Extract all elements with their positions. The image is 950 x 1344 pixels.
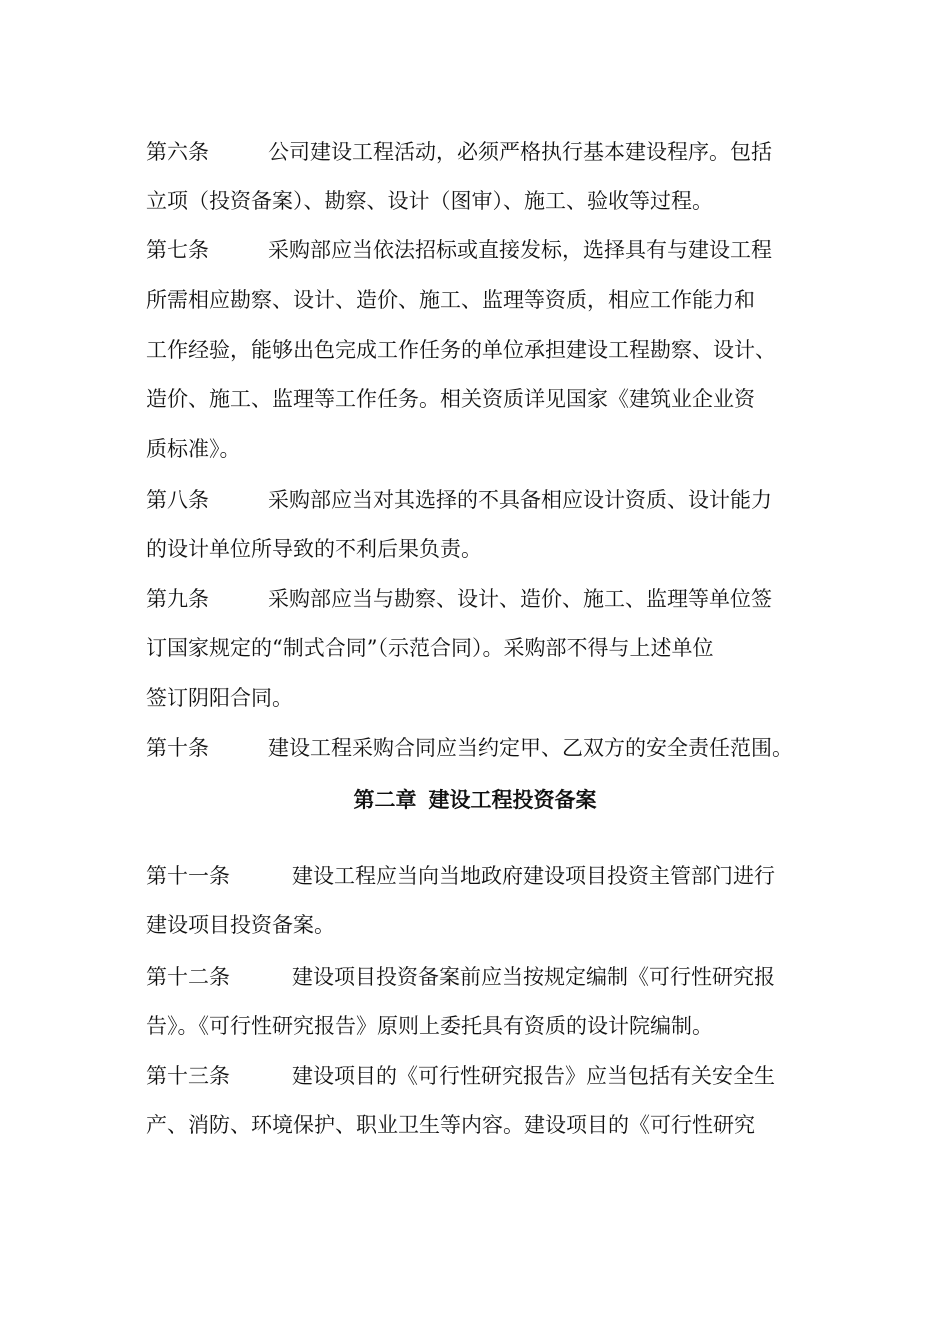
article-6-line-1 bbox=[146, 140, 772, 164]
article-12-line-1 bbox=[146, 965, 775, 989]
article-7-label: 第七条 bbox=[146, 238, 209, 262]
article-8-line-1 bbox=[146, 488, 772, 512]
article-6-line-2: 立项（投资备案）、勘察、设计（图审）、施工、验收等过程。 bbox=[146, 189, 713, 213]
article-9-text-1: 采购部应当与勘察、设计、造价、施工、监理等单位签 bbox=[268, 587, 772, 611]
article-8-text-1: 采购部应当对其选择的不具备相应设计资质、设计能力 bbox=[268, 488, 772, 512]
article-7-line-2: 所需相应勘察、设计、造价、施工、监理等资质，相应工作能力和 bbox=[146, 288, 755, 312]
article-6-text-1: 公司建设工程活动，必须严格执行基本建设程序。包括 bbox=[268, 140, 772, 164]
article-13-label: 第十三条 bbox=[146, 1064, 230, 1088]
article-6-label: 第六条 bbox=[146, 140, 209, 164]
article-11-text-1: 建设工程应当向当地政府建设项目投资主管部门进行 bbox=[292, 864, 775, 888]
chapter-heading bbox=[0, 788, 950, 812]
article-13-line-2: 产、消防、环境保护、职业卫生等内容。建设项目的《可行性研究 bbox=[146, 1113, 755, 1137]
article-12-line-2: 告》。《可行性研究报告》原则上委托具有资质的设计院编制。 bbox=[146, 1014, 713, 1038]
article-7-text-1: 采购部应当依法招标或直接发标，选择具有与建设工程 bbox=[268, 238, 772, 262]
article-13-line-1 bbox=[146, 1064, 775, 1088]
article-13-text-1: 建设项目的《可行性研究报告》应当包括有关安全生 bbox=[292, 1064, 775, 1088]
article-10-text-1: 建设工程采购合同应当约定甲、乙双方的安全责任范围。 bbox=[268, 736, 793, 760]
article-12-text-1: 建设项目投资备案前应当按规定编制《可行性研究报 bbox=[292, 965, 775, 989]
chapter-number: 第二章 bbox=[353, 788, 417, 812]
chapter-title: 建设工程投资备案 bbox=[428, 788, 597, 812]
article-9-line-3: 签订阴阳合同。 bbox=[146, 686, 293, 710]
article-11-line-1 bbox=[146, 864, 775, 888]
article-7-line-5: 质标准》。 bbox=[146, 437, 241, 461]
article-9-line-1 bbox=[146, 587, 772, 611]
article-7-line-4: 造价、施工、监理等工作任务。相关资质详见国家《建筑业企业资 bbox=[146, 387, 755, 411]
article-10-label: 第十条 bbox=[146, 736, 209, 760]
article-9-label: 第九条 bbox=[146, 587, 209, 611]
article-11-line-2: 建设项目投资备案。 bbox=[146, 913, 335, 937]
article-7-line-1 bbox=[146, 238, 772, 262]
article-7-line-3: 工作经验，能够出色完成工作任务的单位承担建设工程勘察、设计、 bbox=[146, 338, 776, 362]
article-10-line-1 bbox=[146, 736, 793, 760]
article-8-label: 第八条 bbox=[146, 488, 209, 512]
article-12-label: 第十二条 bbox=[146, 965, 230, 989]
article-9-line-2: 订国家规定的“制式合同”（示范合同）。采购部不得与上述单位 bbox=[146, 636, 714, 660]
article-11-label: 第十一条 bbox=[146, 864, 230, 888]
article-8-line-2: 的设计单位所导致的不利后果负责。 bbox=[146, 537, 482, 561]
